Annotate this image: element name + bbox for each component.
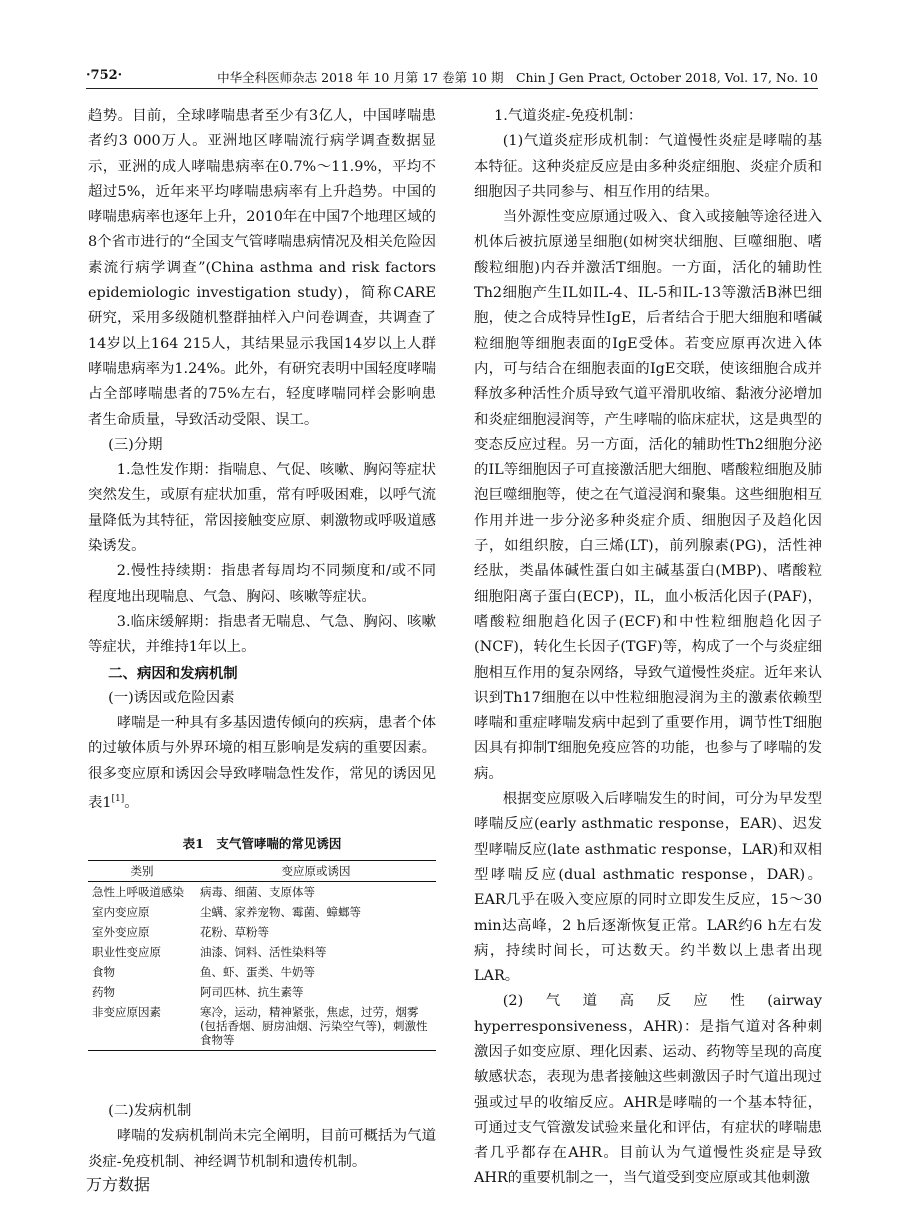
journal-citation: 中华全科医师杂志 2018 年 10 月第 17 卷第 10 期 Chin J Gen Pract, October 2018, Vol. 17, No. 10 (217, 70, 818, 85)
heading-mechanism: (二)发病机制 (108, 1103, 192, 1120)
heading-staging: (三)分期 (108, 436, 163, 453)
page-number: ·752· (86, 68, 123, 83)
paragraph-prevalence: 趋势。目前，全球哮喘患者至少有3亿人，中国哮喘患者约3 000万人。亚洲地区哮喘流行病学调查数据显示，亚洲的成人哮喘患病率在0.7%～11.9%，平均不超过5%，近年来平均哮喘患病率有上升趋势。中国的哮喘患病率也逐年上升，2010年在中国7个地理区域的8个省市进行的“全国支气管哮喘患病情况及相关危险因素流行病学调查”(China asthma and risk factors epidemiologic investigation study)，简称CARE研究，采用多级随机整群抽样入户问卷调查，共调查了14岁以上164 215人，其结果显示我国14岁以上人群哮喘患病率为1.24%。此外，有研究表明中国轻度哮喘占全部哮喘患者的75%左右，轻度哮喘同样会影响患者生命质量，导致活动受限、误工。 (88, 108, 436, 428)
table-cell-category: 非变应原因素 (88, 1002, 196, 1051)
paragraph-stage-acute: 1.急性发作期：指喘息、气促、咳嗽、胸闷等症状突然发生，或原有症状加重，常有呼吸困难，以呼气流量降低为其特征，常因接触变应原、刺激物或呼吸道感染诱发。 (88, 462, 436, 555)
right-column (474, 104, 822, 1192)
table-row (88, 942, 436, 962)
table-row (88, 902, 436, 922)
table-cell-category: 食物 (92, 965, 115, 980)
table-cell-category: 急性上呼吸道感染 (92, 885, 184, 900)
citation-ref[interactable]: [1] (111, 794, 125, 805)
paragraph-inflammation-mechanism: (1)气道炎症形成机制：气道慢性炎症是哮喘的基本特征。这种炎症反应是由多种炎症细胞、炎症介质和细胞因子共同参与、相互作用的结果。 (474, 133, 822, 200)
table-row (88, 922, 436, 942)
paragraph-mechanism: 哮喘的发病机制尚未完全阐明，目前可概括为气道炎症-免疫机制、神经调节机制和遗传机制。 (88, 1128, 436, 1170)
table-cell-triggers: 鱼、虾、蛋类、牛奶等 (200, 965, 315, 980)
table-cell-category: 职业性变应原 (92, 945, 161, 960)
table-cell-triggers: 寒冷，运动，精神紧张，焦虑，过劳，烟雾(包括香烟、厨房油烟、污染空气等)，刺激性食物等 (196, 1002, 436, 1051)
table-header-row (88, 861, 436, 882)
table-cell-triggers: 阿司匹林、抗生素等 (200, 985, 304, 1000)
table-cell-category: 药物 (92, 985, 115, 1000)
table-cell-category: 室内变应原 (92, 905, 150, 920)
paragraph-asthmatic-responses: 根据变应原吸入后哮喘发生的时间，可分为早发型哮喘反应(early asthmatic response，EAR)、迟发型哮喘反应(late asthmatic response，LAR)和双相型哮喘反应(dual asthmatic response，DAR)。EAR几乎在吸入变应原的同时立即发生反应，15～30 min达高峰，2 h后逐渐恢复正常。LAR约6 h左右发病，持续时间长，可达数天。约半数以上患者出现LAR。 (474, 791, 822, 985)
table-row (88, 882, 436, 903)
table-cell-triggers: 花粉、草粉等 (200, 925, 269, 940)
paragraph-triggers (88, 711, 436, 816)
paragraph-triggers-end: 。 (124, 794, 139, 811)
paragraph-ahr: (2)气道高反应性(airway hyperresponsiveness，AHR)：是指气道对各种刺激因子如变应原、理化因素、运动、药物等呈现的高度敏感状态，表现为患者接触这些刺激因子时气道出现过强或过早的收缩反应。AHR是哮喘的一个基本特征，可通过支气管激发试验来量化和评估，有症状的哮喘患者几乎都存在AHR。目前认为气道慢性炎症是导致AHR的重要机制之一，当气道受到变应原或其他刺激 (474, 993, 822, 1187)
paragraph-allergen-pathway: 当外源性变应原通过吸入、食入或接触等途径进入机体后被抗原递呈细胞(如树突状细胞、巨噬细胞、嗜酸粒细胞)内吞并激活T细胞。一方面，活化的辅助性Th2细胞产生IL如IL-4、IL-5和IL-13等激活B淋巴细胞，使之合成特异性IgE，后者结合于肥大细胞和嗜碱粒细胞等细胞表面的IgE受体。若变应原再次进入体内，可与结合在细胞表面的IgE交联，使该细胞合成并释放多种活性介质导致气道平滑肌收缩、黏液分泌增加和炎症细胞浸润等，产生哮喘的临床症状，这是典型的变态反应过程。另一方面，活化的辅助性Th2细胞分泌的IL等细胞因子可直接激活肥大细胞、嗜酸粒细胞及肺泡巨噬细胞等，使之在气道浸润和聚集。这些细胞相互作用并进一步分泌多种炎症介质、细胞因子及趋化因子，如组织胺，白三烯(LT)，前列腺素(PG)，活性神经肽，类晶体碱性蛋白如主碱基蛋白(MBP)、嗜酸粒细胞阳离子蛋白(ECP)，IL，血小板活化因子(PAF)，嗜酸粒细胞趋化因子(ECF)和中性粒细胞趋化因子(NCF)，转化生长因子(TGF)等，构成了一个与炎症细胞相互作用的复杂网络，导致气道慢性炎症。近年来认识到Th17细胞在以中性粒细胞浸润为主的激素依赖型哮喘和重症哮喘发病中起到了重要作用，调节性T细胞因具有抑制T细胞免疫应答的功能，也参与了哮喘的发病。 (474, 209, 822, 782)
table-header-triggers: 变应原或诱因 (196, 861, 436, 882)
triggers-table (88, 860, 436, 1051)
left-column (88, 104, 436, 1175)
running-header (86, 66, 818, 89)
table-cell-triggers: 油漆、饲料、活性染料等 (200, 945, 327, 960)
table-1 (88, 834, 436, 1051)
table-row (88, 982, 436, 1002)
heading-section-etiology: 二、病因和发病机制 (108, 664, 238, 682)
table-cell-triggers: 尘螨、家养宠物、霉菌、蟑螂等 (200, 905, 361, 920)
table-cell-category: 室外变应原 (92, 925, 150, 940)
table-caption: 表1 支气管哮喘的常见诱因 (182, 836, 342, 852)
heading-airway-inflammation: 1.气道炎症-免疫机制： (494, 108, 643, 124)
table-header-category: 类别 (88, 861, 196, 882)
table-cell-triggers: 病毒、细菌、支原体等 (200, 885, 315, 900)
table-row (88, 962, 436, 982)
paragraph-triggers-text: 哮喘是一种具有多基因遗传倾向的疾病，患者个体的过敏体质与外界环境的相互影响是发病的重要因素。很多变应原和诱因会导致哮喘急性发作，常见的诱因见表1 (88, 715, 436, 811)
footer-watermark: 万方数据 (86, 1175, 151, 1194)
paragraph-stage-chronic: 2.慢性持续期：指患者每周均不同频度和/或不同程度地出现喘息、气急、胸闷、咳嗽等症状。 (88, 563, 436, 605)
heading-triggers: (一)诱因或危险因素 (108, 689, 235, 706)
table-row (88, 1002, 436, 1051)
paragraph-stage-remission: 3.临床缓解期：指患者无喘息、气急、胸闷、咳嗽等症状，并维持1年以上。 (88, 613, 436, 656)
